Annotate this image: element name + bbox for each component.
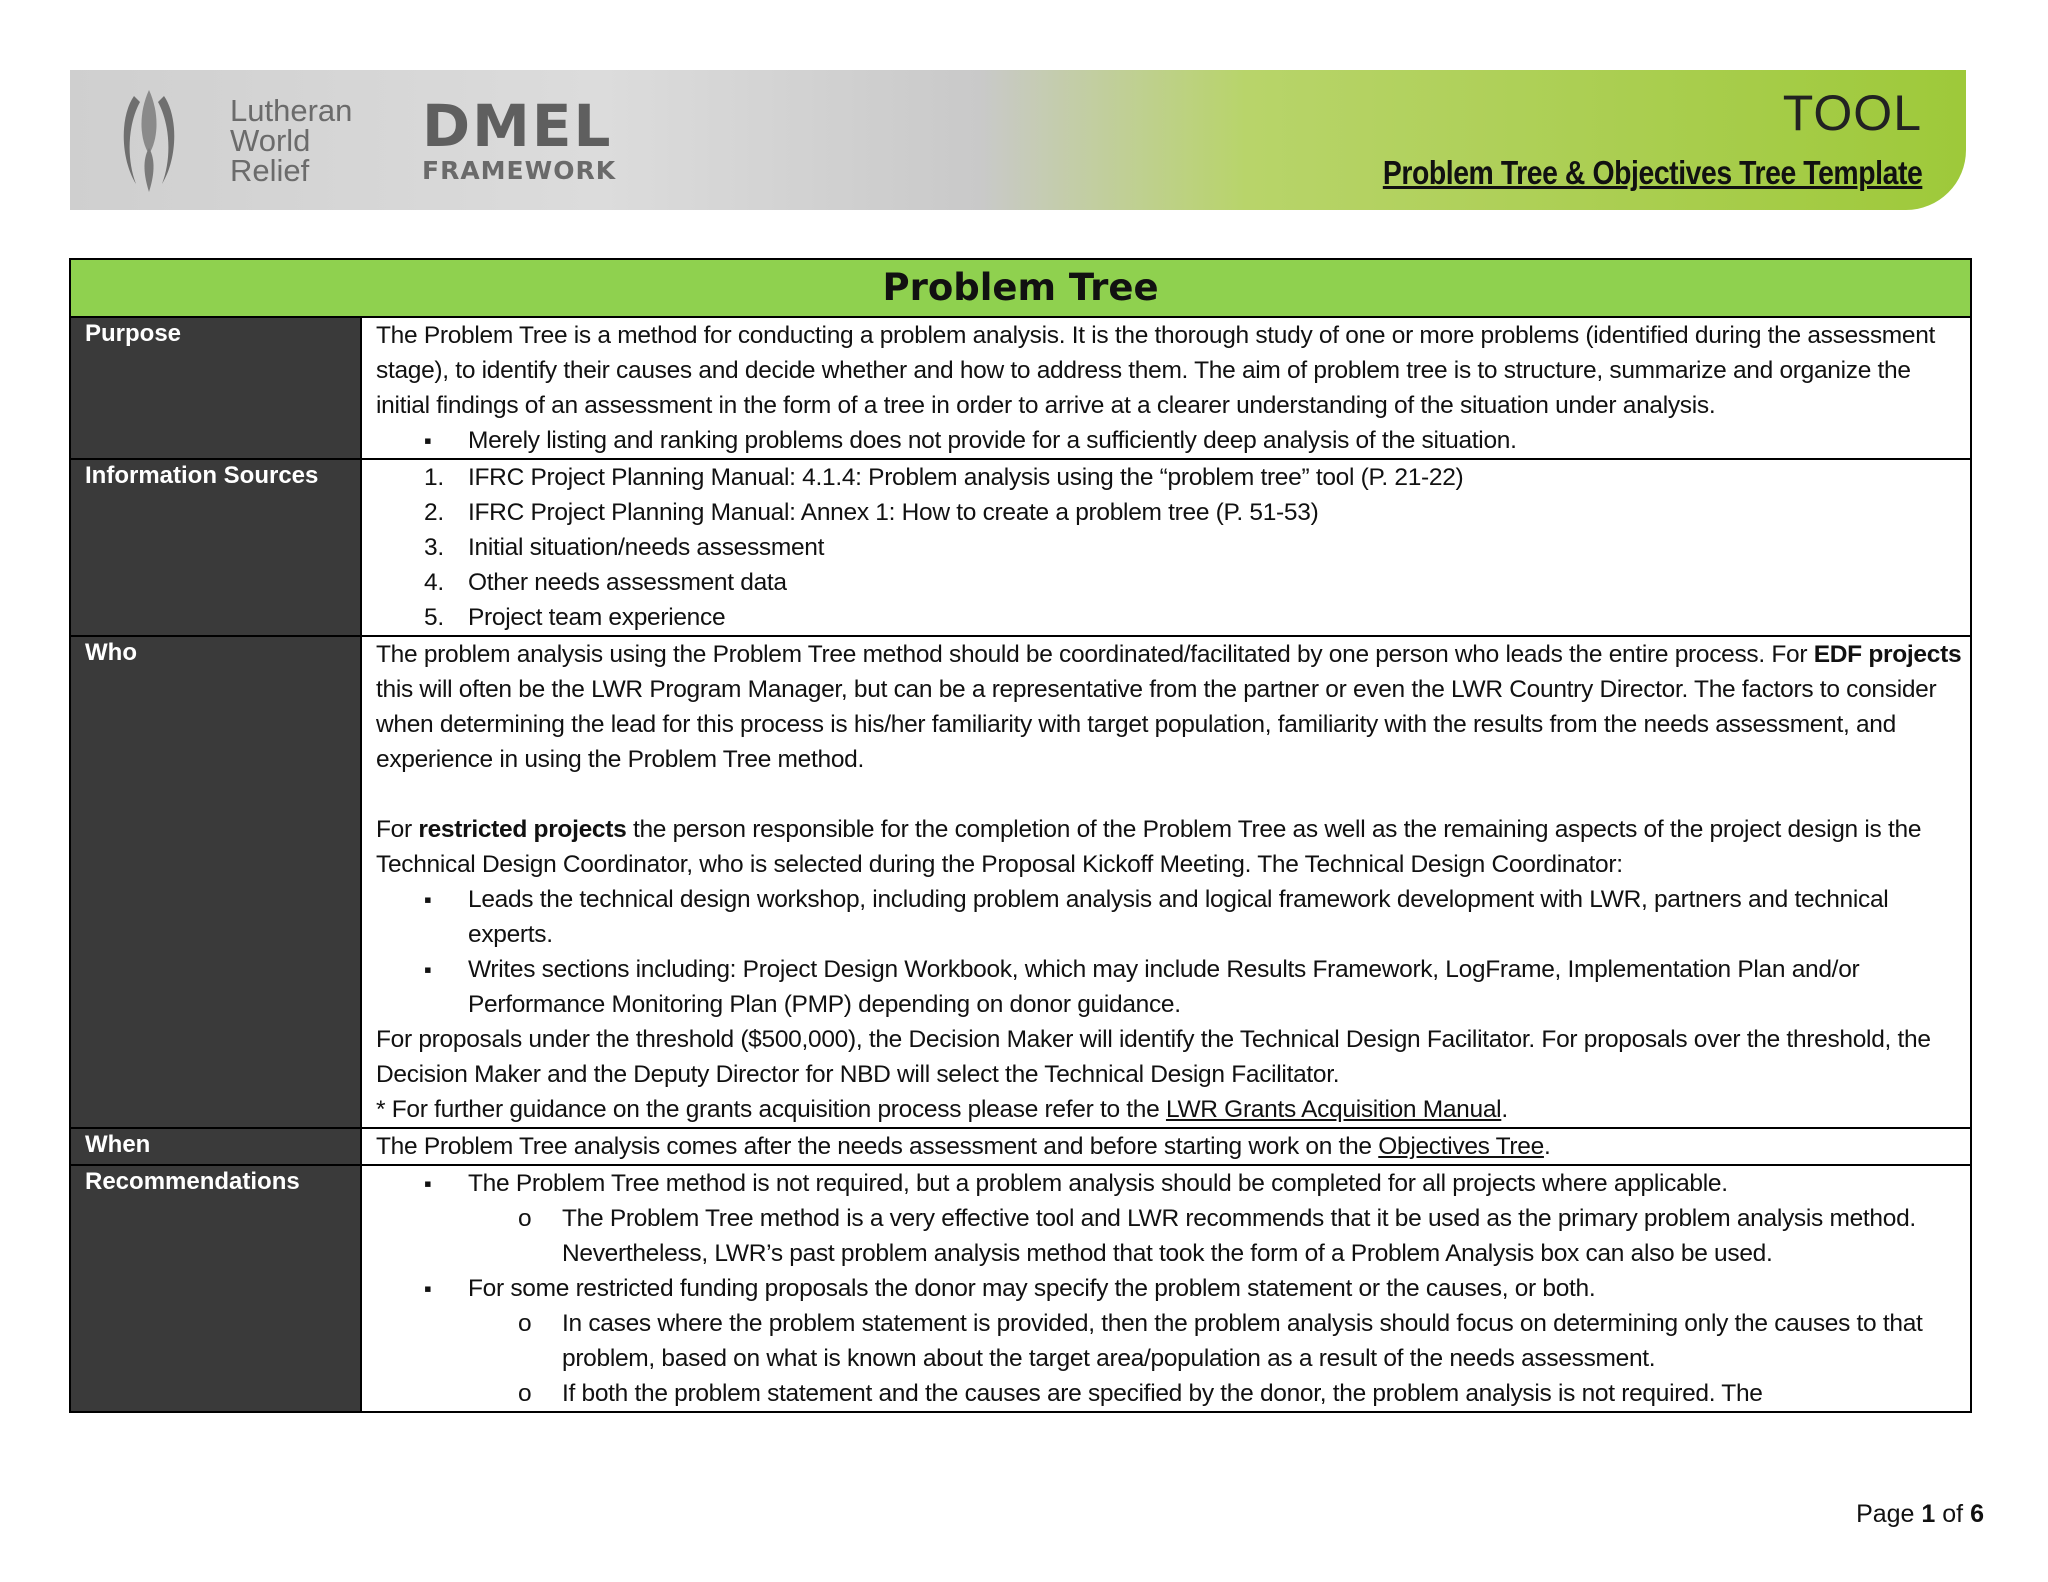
document-title: Problem Tree & Objectives Tree Template (1382, 154, 1922, 191)
row-content-who (362, 637, 1970, 1127)
source-item: 5. Project team experience (424, 604, 726, 631)
row-recommendations (71, 1166, 1970, 1411)
row-content-recommendations (362, 1166, 1970, 1411)
source-item: 3. Initial situation/needs assessment (424, 534, 825, 561)
recommendation-sub-bullet: o If both the problem statement and the causes are specified by the donor, the problem analysis is not required. The (376, 1376, 1962, 1411)
row-when (71, 1129, 1970, 1166)
who-bullet: ▪ Writes sections including: Project Design Workbook, which may include Results Framework, LogFrame, Implementation Plan and/or Performance Monitoring Plan (PMP) depending on donor guidance. (376, 952, 1962, 1022)
who-bullet: ▪ Leads the technical design workshop, including problem analysis and logical framework development with LWR, partners and technical experts. (376, 882, 1962, 952)
logo-line: Lutheran (230, 93, 353, 128)
when-text: The Problem Tree analysis comes after the needs assessment and before starting work on the Objectives Tree. (376, 1133, 1551, 1160)
row-label-purpose: Purpose (71, 318, 362, 458)
row-who (71, 637, 1970, 1129)
source-item: 4. Other needs assessment data (424, 569, 787, 596)
row-content-purpose (362, 318, 1970, 458)
who-paragraph-guidance: * For further guidance on the grants acquisition process please refer to the LWR Grants Acquisition Manual. (376, 1096, 1508, 1123)
brand-subtitle: FRAMEWORK (422, 156, 617, 185)
recommendation-sub-bullet: o In cases where the problem statement is provided, then the problem analysis should focus on determining only the causes to that problem, based on what is known about the target area/population as a result of the needs assessment. (376, 1306, 1962, 1376)
row-label-recommendations: Recommendations (71, 1166, 362, 1411)
who-paragraph-edf: The problem analysis using the Problem Tree method should be coordinated/facilitated by one person who leads the entire process. For EDF projects this will often be the LWR Program Manager, but can be a representative from the partner or even the LWR Country Director. The factors to consider when determining the lead for this process is his/her familiarity with target population, familiarity with the results from the needs assessment, and experience in using the Problem Tree method. (376, 641, 1962, 773)
row-label-information-sources: Information Sources (71, 460, 362, 635)
objectives-tree-link[interactable]: Objectives Tree (1378, 1133, 1544, 1160)
recommendation-bullet: ▪ The Problem Tree method is not required, but a problem analysis should be completed for all projects where applicable. (376, 1166, 1962, 1201)
recommendation-sub-bullet: o The Problem Tree method is a very effective tool and LWR recommends that it be used as the primary problem analysis method. Nevertheless, LWR’s past problem analysis method that took the form of a Problem Analysis box can also be used. (376, 1201, 1962, 1271)
row-label-who: Who (71, 637, 362, 1127)
lwr-flame-logo-icon (118, 88, 180, 194)
lwr-logo-text (230, 93, 353, 188)
brand-title: DMEL (422, 92, 613, 160)
row-information-sources (71, 460, 1970, 637)
row-label-when: When (71, 1129, 362, 1164)
recommendation-bullet: ▪ For some restricted funding proposals the donor may specify the problem statement or the causes, or both. (376, 1271, 1962, 1306)
row-content-information-sources (362, 460, 1970, 635)
logo-line: World (230, 123, 311, 158)
page-number: Page 1 of 6 (1856, 1500, 1984, 1528)
logo-line: Relief (230, 153, 310, 188)
who-paragraph-restricted: For restricted projects the person responsible for the completion of the Problem Tree as well as the remaining aspects of the project design is the Technical Design Coordinator, who is selected during the Proposal Kickoff Meeting. The Technical Design Coordinator: (376, 816, 1922, 878)
purpose-text: The Problem Tree is a method for conducting a problem analysis. It is the thorough study of one or more problems (identified during the assessment stage), to identify their causes and decide whether and how to address them. The aim of problem tree is to structure, summarize and organize the initial findings of an assessment in the form of a tree in order to arrive at a clearer understanding of the situation under analysis. (376, 322, 1936, 419)
grants-manual-link[interactable]: LWR Grants Acquisition Manual (1165, 1096, 1502, 1123)
source-item: 1. IFRC Project Planning Manual: 4.1.4: Problem analysis using the “problem tree” tool (P. 21-22) (424, 464, 1464, 491)
row-content-when (362, 1129, 1970, 1164)
who-paragraph-threshold: For proposals under the threshold ($500,000), the Decision Maker will identify the Technical Design Facilitator. For proposals over the threshold, the Decision Maker and the Deputy Director for NBD will select the Technical Design Facilitator. (376, 1026, 1931, 1088)
row-purpose (71, 318, 1970, 460)
source-item: 2. IFRC Project Planning Manual: Annex 1: How to create a problem tree (P. 51-53) (424, 499, 1319, 526)
tool-label: TOOL (1782, 85, 1922, 141)
table-title: Problem Tree (71, 260, 1970, 318)
problem-tree-table (69, 258, 1972, 1413)
purpose-bullet: ▪ Merely listing and ranking problems does not provide for a sufficiently deep analysis of the situation. (376, 423, 1962, 458)
